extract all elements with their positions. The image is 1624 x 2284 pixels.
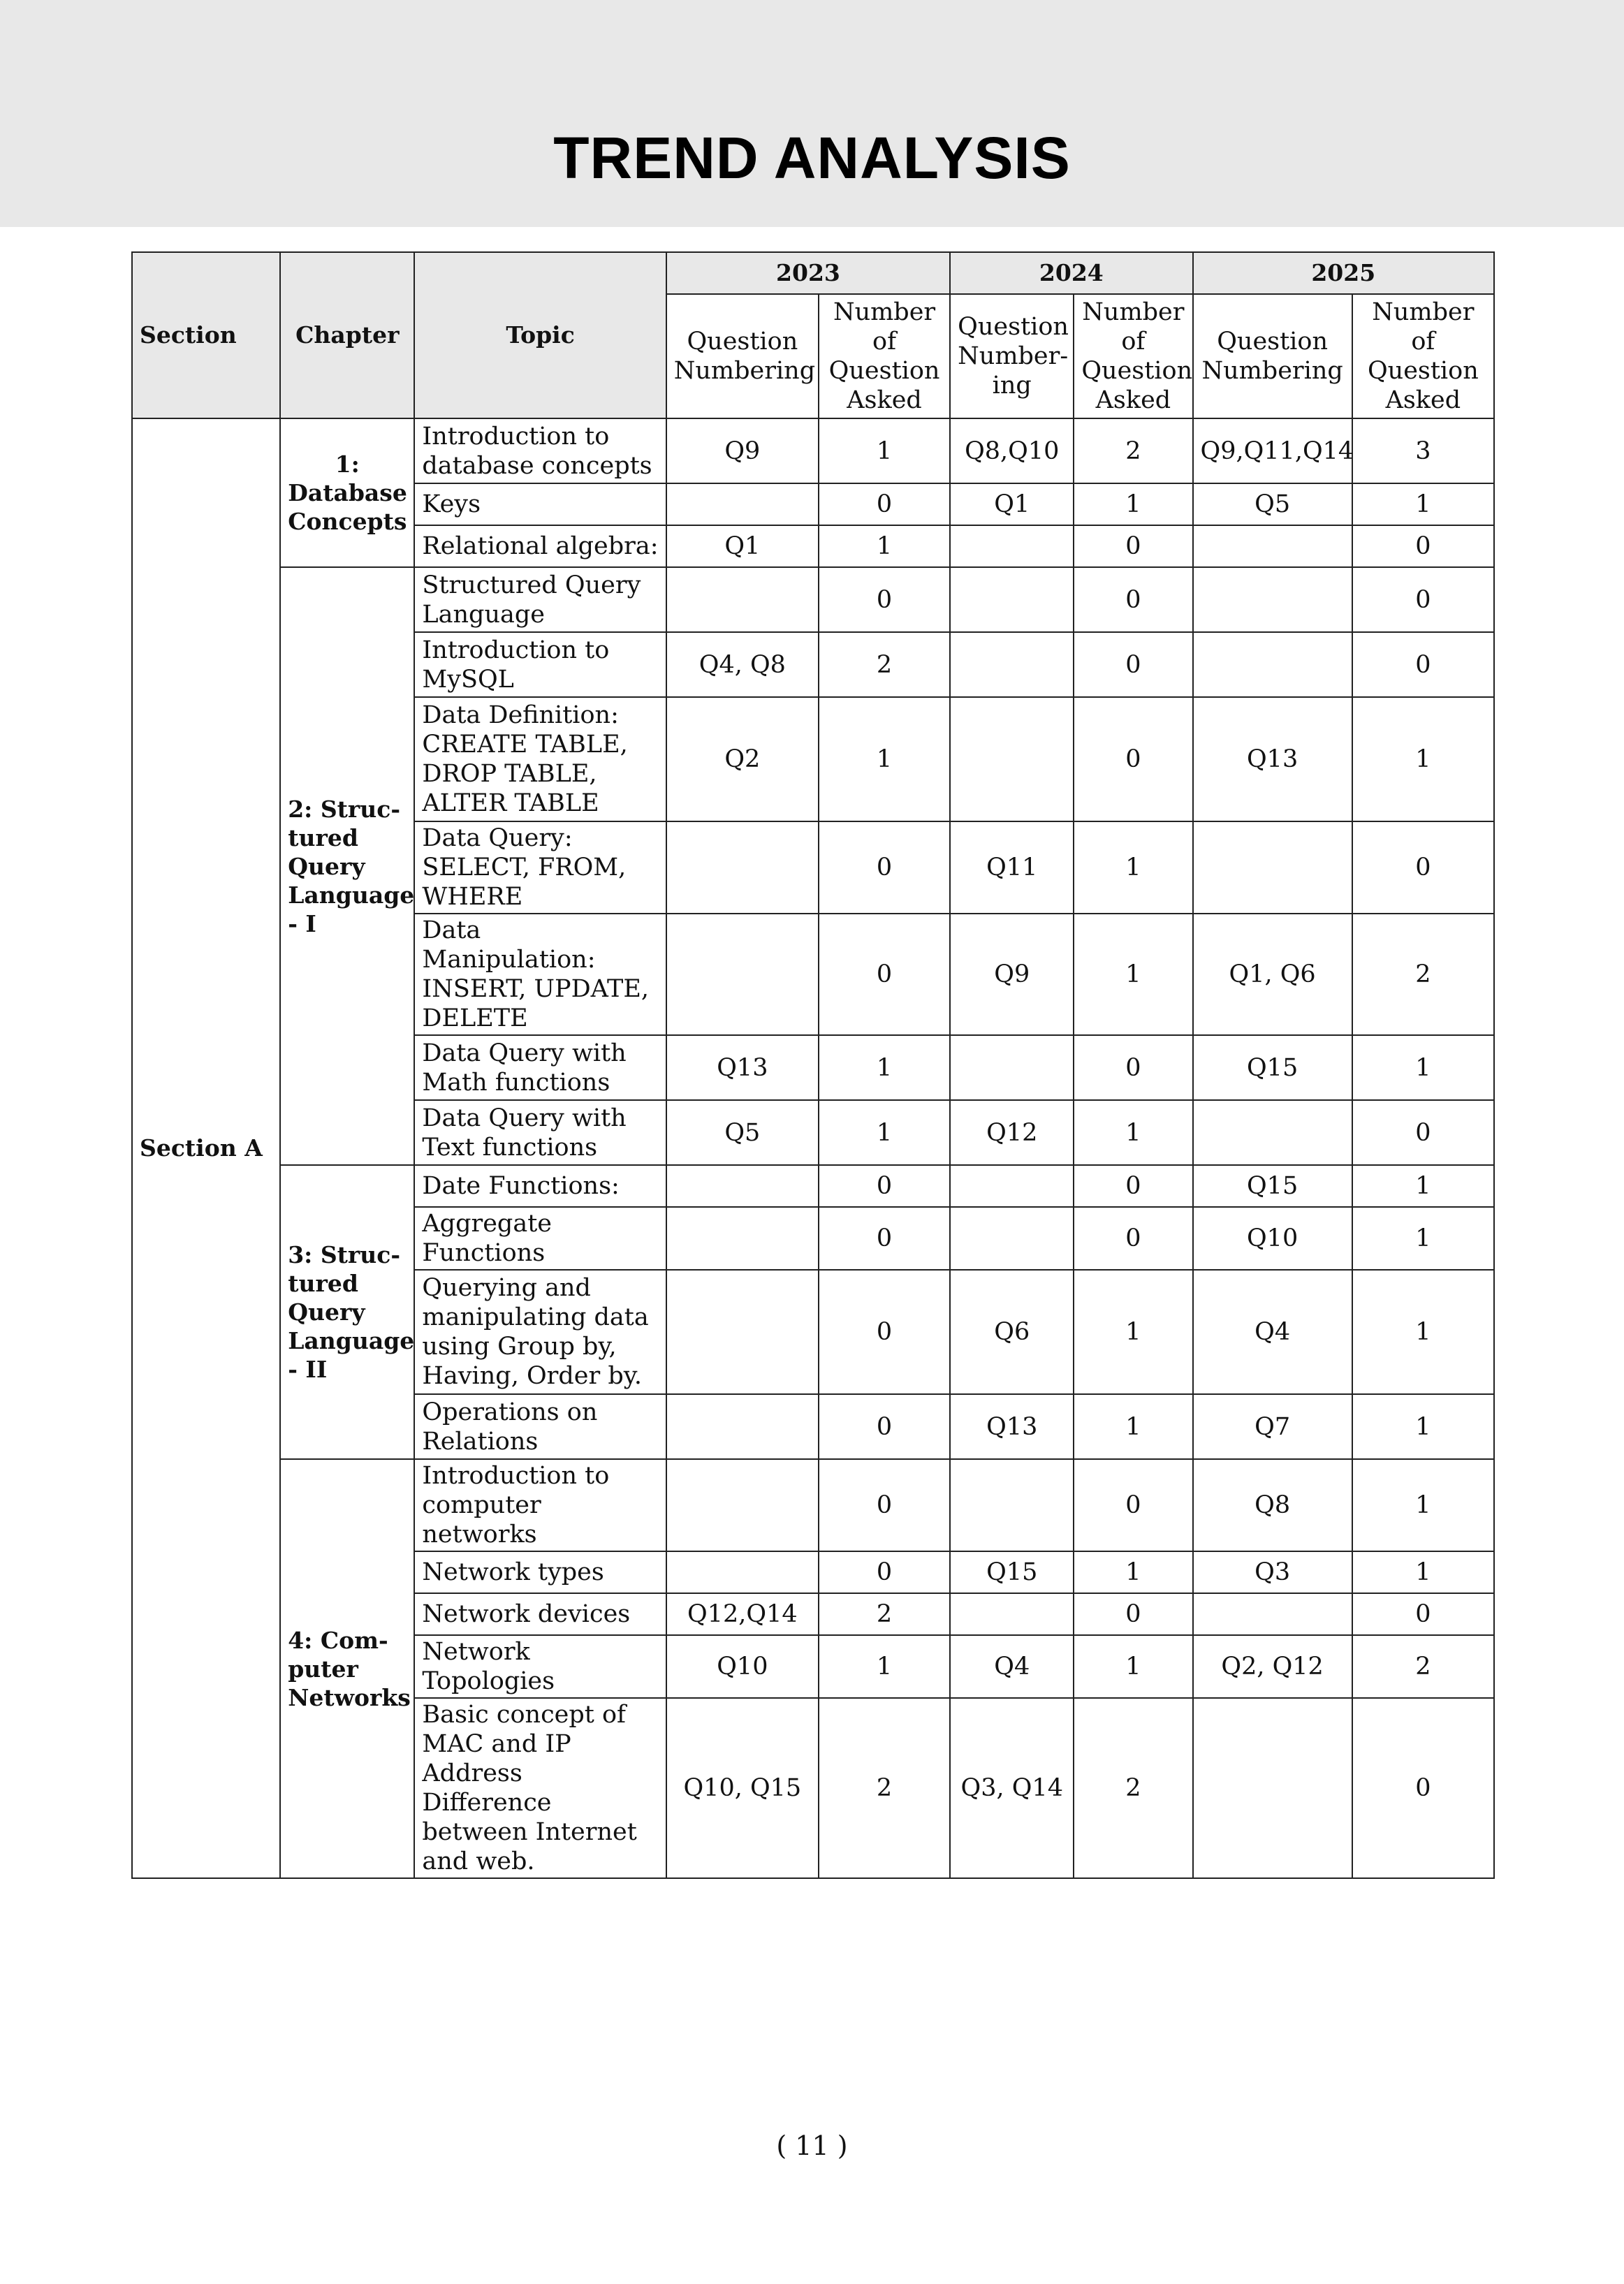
q2023-cell: [666, 914, 819, 1035]
n2025-cell: 0: [1352, 567, 1494, 632]
n2024-cell: 1: [1074, 821, 1192, 914]
q2025-cell: Q13: [1193, 697, 1352, 821]
q2025-cell: [1193, 821, 1352, 914]
header-2025-question-count: Number of Question Asked: [1352, 294, 1494, 418]
q2024-cell: [950, 697, 1074, 821]
q2024-cell: [950, 1165, 1074, 1207]
n2023-cell: 0: [819, 483, 950, 525]
q2024-cell: Q3, Q14: [950, 1698, 1074, 1878]
n2024-cell: 0: [1074, 525, 1192, 567]
header-2025-question-numbering: Question Numbering: [1193, 294, 1352, 418]
n2023-cell: 0: [819, 914, 950, 1035]
q2024-cell: Q13: [950, 1394, 1074, 1459]
table-row: [132, 418, 1494, 483]
n2025-cell: 3: [1352, 418, 1494, 483]
topic-cell: Keys: [414, 483, 666, 525]
n2025-cell: 1: [1352, 1551, 1494, 1593]
q2023-cell: [666, 1551, 819, 1593]
n2025-cell: 0: [1352, 632, 1494, 697]
q2024-cell: [950, 567, 1074, 632]
q2023-cell: [666, 1459, 819, 1551]
q2023-cell: Q10, Q15: [666, 1698, 819, 1878]
q2023-cell: [666, 483, 819, 525]
q2023-cell: [666, 1165, 819, 1207]
q2025-cell: Q5: [1193, 483, 1352, 525]
n2025-cell: 1: [1352, 1165, 1494, 1207]
n2025-cell: 1: [1352, 1207, 1494, 1270]
n2025-cell: 0: [1352, 821, 1494, 914]
q2025-cell: Q3: [1193, 1551, 1352, 1593]
n2023-cell: 0: [819, 821, 950, 914]
n2024-cell: 0: [1074, 1165, 1192, 1207]
q2025-cell: [1193, 1698, 1352, 1878]
q2024-cell: [950, 1207, 1074, 1270]
n2023-cell: 0: [819, 1459, 950, 1551]
q2024-cell: [950, 1035, 1074, 1100]
q2023-cell: Q4, Q8: [666, 632, 819, 697]
header-year-2024: 2024: [950, 252, 1192, 294]
q2024-cell: [950, 1593, 1074, 1635]
n2023-cell: 1: [819, 418, 950, 483]
n2024-cell: 2: [1074, 418, 1192, 483]
n2023-cell: 0: [819, 1551, 950, 1593]
q2025-cell: [1193, 567, 1352, 632]
q2025-cell: [1193, 632, 1352, 697]
q2023-cell: [666, 821, 819, 914]
n2025-cell: 1: [1352, 1035, 1494, 1100]
header-topic: Topic: [414, 252, 666, 418]
topic-cell: Network types: [414, 1551, 666, 1593]
topic-cell: Introduction to MySQL: [414, 632, 666, 697]
n2025-cell: 1: [1352, 483, 1494, 525]
n2024-cell: 1: [1074, 1270, 1192, 1394]
topic-cell: Operations on Relations: [414, 1394, 666, 1459]
table-row: [132, 1459, 1494, 1551]
n2024-cell: 1: [1074, 1100, 1192, 1165]
n2024-cell: 1: [1074, 1394, 1192, 1459]
n2023-cell: 2: [819, 1593, 950, 1635]
chapter-cell: 3: Struc-tured Query Language - II: [280, 1165, 414, 1459]
n2025-cell: 0: [1352, 1593, 1494, 1635]
topic-cell: Relational algebra:: [414, 525, 666, 567]
n2023-cell: 0: [819, 1394, 950, 1459]
topic-cell: Basic concept of MAC and IP Address Difference between Internet and web.: [414, 1698, 666, 1878]
chapter-cell: 2: Struc-tured Query Language - I: [280, 567, 414, 1165]
header-2023-question-count: Number of Question Asked: [819, 294, 950, 418]
topic-cell: Data Query: SELECT, FROM, WHERE: [414, 821, 666, 914]
q2025-cell: [1193, 1100, 1352, 1165]
n2024-cell: 0: [1074, 1035, 1192, 1100]
q2024-cell: [950, 525, 1074, 567]
q2025-cell: Q2, Q12: [1193, 1635, 1352, 1698]
topic-cell: Querying and manipulating data using Group by, Having, Order by.: [414, 1270, 666, 1394]
q2023-cell: [666, 1207, 819, 1270]
n2023-cell: 2: [819, 632, 950, 697]
title-banner: [0, 0, 1624, 227]
header-2023-question-numbering: Question Numbering: [666, 294, 819, 418]
n2023-cell: 1: [819, 1635, 950, 1698]
n2024-cell: 0: [1074, 1207, 1192, 1270]
q2023-cell: Q10: [666, 1635, 819, 1698]
q2024-cell: Q1: [950, 483, 1074, 525]
n2024-cell: 0: [1074, 567, 1192, 632]
q2024-cell: Q15: [950, 1551, 1074, 1593]
chapter-cell: 1: Database Concepts: [280, 418, 414, 567]
n2024-cell: 1: [1074, 914, 1192, 1035]
q2025-cell: Q7: [1193, 1394, 1352, 1459]
n2024-cell: 1: [1074, 1551, 1192, 1593]
n2023-cell: 1: [819, 697, 950, 821]
q2024-cell: Q4: [950, 1635, 1074, 1698]
q2023-cell: Q12,Q14: [666, 1593, 819, 1635]
q2025-cell: Q8: [1193, 1459, 1352, 1551]
n2024-cell: 1: [1074, 1635, 1192, 1698]
q2025-cell: Q15: [1193, 1035, 1352, 1100]
q2024-cell: [950, 632, 1074, 697]
n2025-cell: 1: [1352, 1459, 1494, 1551]
q2025-cell: Q15: [1193, 1165, 1352, 1207]
n2023-cell: 2: [819, 1698, 950, 1878]
q2024-cell: Q6: [950, 1270, 1074, 1394]
topic-cell: Aggregate Functions: [414, 1207, 666, 1270]
n2023-cell: 1: [819, 525, 950, 567]
q2023-cell: [666, 1270, 819, 1394]
header-section: Section: [132, 252, 280, 418]
section-cell: Section A: [132, 418, 280, 1878]
q2025-cell: [1193, 525, 1352, 567]
topic-cell: Network devices: [414, 1593, 666, 1635]
q2024-cell: Q11: [950, 821, 1074, 914]
n2025-cell: 1: [1352, 697, 1494, 821]
topic-cell: Data Manipulation: INSERT, UPDATE, DELETE: [414, 914, 666, 1035]
q2024-cell: Q12: [950, 1100, 1074, 1165]
page-title: TREND ANALYSIS: [553, 125, 1071, 191]
table-row: [132, 1165, 1494, 1207]
topic-cell: Structured Query Language: [414, 567, 666, 632]
n2023-cell: 0: [819, 1165, 950, 1207]
q2024-cell: [950, 1459, 1074, 1551]
q2025-cell: [1193, 1593, 1352, 1635]
q2025-cell: Q9,Q11,Q14: [1193, 418, 1352, 483]
n2025-cell: 1: [1352, 1394, 1494, 1459]
q2023-cell: [666, 567, 819, 632]
n2025-cell: 2: [1352, 1635, 1494, 1698]
q2023-cell: Q13: [666, 1035, 819, 1100]
header-year-2023: 2023: [666, 252, 950, 294]
header-2024-question-numbering: Question Number-ing: [950, 294, 1074, 418]
n2025-cell: 0: [1352, 1698, 1494, 1878]
n2023-cell: 0: [819, 1207, 950, 1270]
n2023-cell: 0: [819, 1270, 950, 1394]
n2025-cell: 2: [1352, 914, 1494, 1035]
topic-cell: Introduction to computer networks: [414, 1459, 666, 1551]
trend-analysis-table: [131, 251, 1495, 1879]
q2023-cell: Q5: [666, 1100, 819, 1165]
header-row-years: [132, 252, 1494, 294]
header-chapter: Chapter: [280, 252, 414, 418]
n2024-cell: 2: [1074, 1698, 1192, 1878]
topic-cell: Introduction to database concepts: [414, 418, 666, 483]
q2023-cell: [666, 1394, 819, 1459]
n2025-cell: 0: [1352, 1100, 1494, 1165]
topic-cell: Network Topologies: [414, 1635, 666, 1698]
n2024-cell: 0: [1074, 632, 1192, 697]
n2024-cell: 0: [1074, 697, 1192, 821]
page-number: ( 11 ): [776, 2130, 848, 2161]
q2025-cell: Q1, Q6: [1193, 914, 1352, 1035]
q2024-cell: Q8,Q10: [950, 418, 1074, 483]
q2025-cell: Q10: [1193, 1207, 1352, 1270]
n2023-cell: 1: [819, 1035, 950, 1100]
header-2024-question-count: Number of Question Asked: [1074, 294, 1192, 418]
n2024-cell: 0: [1074, 1593, 1192, 1635]
topic-cell: Data Definition: CREATE TABLE, DROP TABLE, ALTER TABLE: [414, 697, 666, 821]
q2023-cell: Q9: [666, 418, 819, 483]
n2025-cell: 1: [1352, 1270, 1494, 1394]
table-body: [132, 418, 1494, 1878]
n2024-cell: 0: [1074, 1459, 1192, 1551]
q2023-cell: Q1: [666, 525, 819, 567]
header-year-2025: 2025: [1193, 252, 1495, 294]
q2023-cell: Q2: [666, 697, 819, 821]
n2023-cell: 1: [819, 1100, 950, 1165]
topic-cell: Data Query with Text functions: [414, 1100, 666, 1165]
n2025-cell: 0: [1352, 525, 1494, 567]
topic-cell: Data Query with Math functions: [414, 1035, 666, 1100]
n2024-cell: 1: [1074, 483, 1192, 525]
table-row: [132, 567, 1494, 632]
q2024-cell: Q9: [950, 914, 1074, 1035]
q2025-cell: Q4: [1193, 1270, 1352, 1394]
chapter-cell: 4: Com-puter Networks: [280, 1459, 414, 1878]
n2023-cell: 0: [819, 567, 950, 632]
topic-cell: Date Functions:: [414, 1165, 666, 1207]
